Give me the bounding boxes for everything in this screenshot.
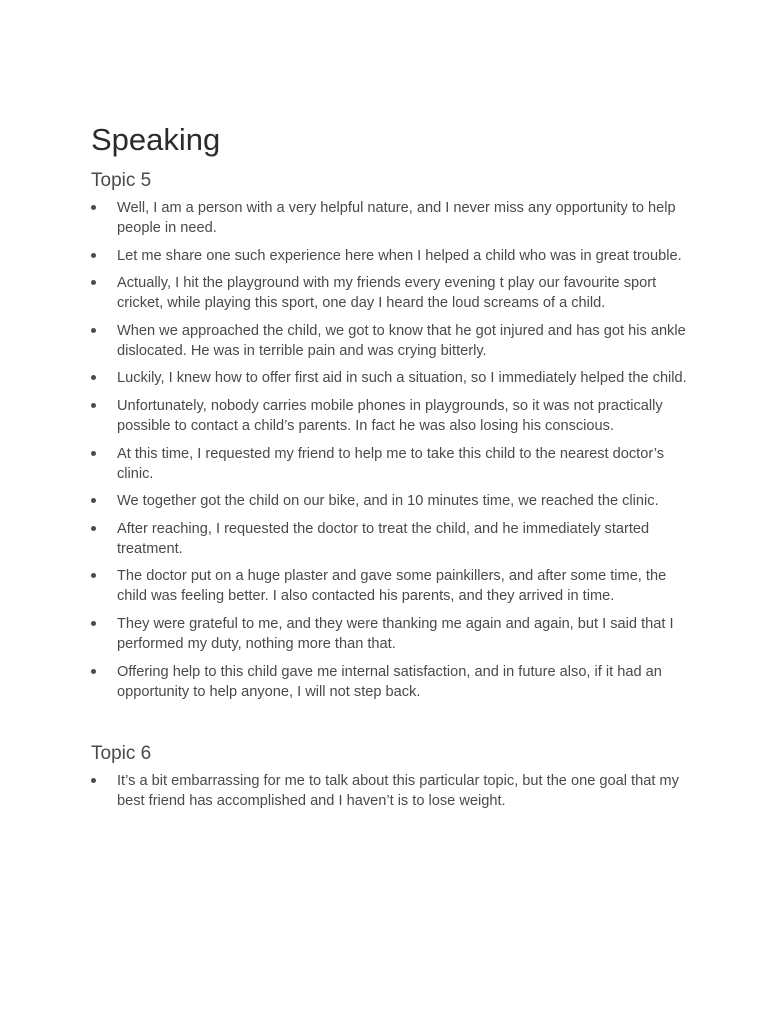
topic-5-bullet-list <box>91 198 691 702</box>
list-item <box>91 662 691 702</box>
bullet-icon <box>91 669 96 674</box>
bullet-icon <box>91 253 96 258</box>
list-item-text: The doctor put on a huge plaster and gave some painkillers, and after some time, the child was feeling better. I also contacted his parents, and they arrived in time. <box>117 568 667 605</box>
page-title: Speaking <box>91 122 221 157</box>
list-item <box>91 566 691 606</box>
list-item-text: After reaching, I requested the doctor to treat the child, and he immediately started treatment. <box>117 520 650 557</box>
topic-5-heading: Topic 5 <box>91 170 152 191</box>
list-item <box>91 519 691 559</box>
bullet-icon <box>91 375 96 380</box>
list-item-text: Luckily, I knew how to offer first aid in such a situation, so I immediately helped the child. <box>117 370 687 387</box>
list-item-text: It’s a bit embarrassing for me to talk about this particular topic, but the one goal that my best friend has accomplished and I haven’t is to lose weight. <box>117 773 679 810</box>
section-spacer <box>91 709 691 742</box>
list-item-text: Offering help to this child gave me internal satisfaction, and in future also, if it had an opportunity to help anyone, I will not step back. <box>117 663 662 700</box>
bullet-icon <box>91 621 96 626</box>
bullet-icon <box>91 573 96 578</box>
list-item <box>91 444 691 484</box>
topic-6-heading: Topic 6 <box>91 743 152 765</box>
list-item <box>91 396 691 436</box>
bullet-icon <box>91 526 96 531</box>
list-item-text: When we approached the child, we got to know that he got injured and has got his ankle dislocated. He was in terrible pain and was crying bitterly. <box>117 322 686 359</box>
list-item-text: Well, I am a person with a very helpful nature, and I never miss any opportunity to help people in need. <box>117 200 676 236</box>
topic-6-bullet-list <box>91 771 691 811</box>
bullet-icon <box>91 328 96 333</box>
list-item <box>91 273 691 313</box>
bullet-icon <box>91 280 96 285</box>
list-item-text: They were grateful to me, and they were thanking me again and again, but I said that I performed my duty, nothing more than that. <box>117 615 674 652</box>
list-item <box>91 771 691 811</box>
list-item-text: Let me share one such experience here when I helped a child who was in great trouble. <box>117 247 682 264</box>
list-item <box>91 246 691 266</box>
list-item-text: We together got the child on our bike, and in 10 minutes time, we reached the clinic. <box>117 493 659 510</box>
list-item <box>91 321 691 361</box>
list-item <box>91 198 691 238</box>
list-item <box>91 491 691 511</box>
bullet-icon <box>91 403 96 408</box>
list-item-text: At this time, I requested my friend to help me to take this child to the nearest doctor’s clinic. <box>117 445 665 482</box>
list-item <box>91 368 691 388</box>
list-item <box>91 614 691 654</box>
document-content <box>91 119 691 819</box>
bullet-icon <box>91 205 96 210</box>
bullet-icon <box>91 451 96 456</box>
bullet-icon <box>91 498 96 503</box>
bullet-icon <box>91 778 96 783</box>
list-item-text: Actually, I hit the playground with my friends every evening t play our favourite sport cricket, while playing this sport, one day I heard the loud screams of a child. <box>117 275 657 312</box>
list-item-text: Unfortunately, nobody carries mobile phones in playgrounds, so it was not practically possible to contact a child’s parents. In fact he was also losing his conscious. <box>117 397 663 434</box>
